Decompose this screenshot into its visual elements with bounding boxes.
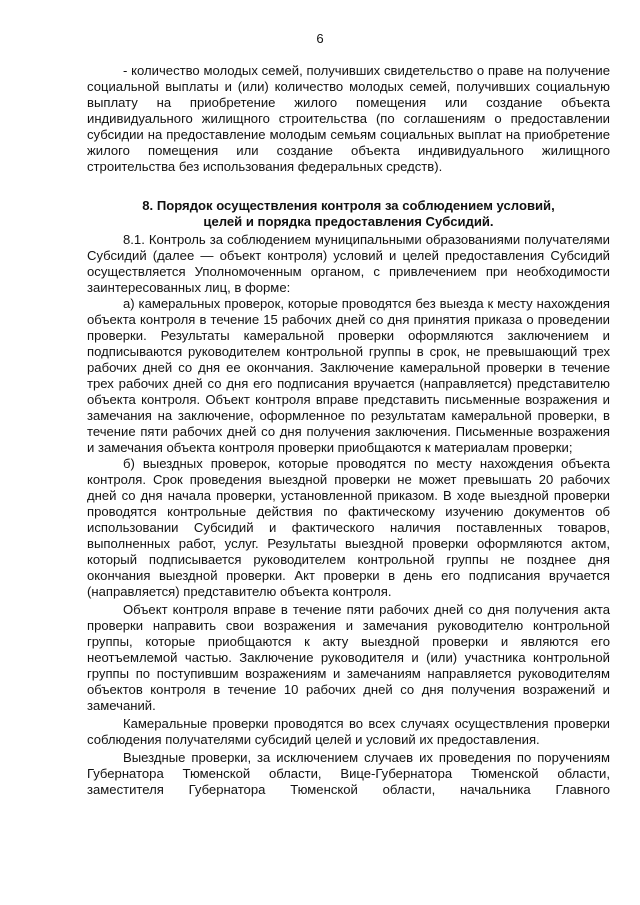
- document-body: [87, 63, 610, 798]
- paragraph-a: а) камеральных проверок, которые проводятся без выезда к месту нахождения объекта контроля в течение 15 рабочих дней со дня принятия приказа о проведении проверки. Результаты камеральной проверки оформляются заключением и подписываются руководителем контрольной группы в срок, не превышающий трех рабочих дней со дня ее окончания. Заключение камеральной проверки в течение трех рабочих дней со дня его подписания вручается (направляется) представителю объекта контроля. Объект контроля вправе представить письменные возражения и замечания на заключение, оформленное по результатам камеральной проверки, в течение пяти рабочих дней со дня получения заключения. Письменные возражения и замечания объекта контроля проверки приобщаются к материалам проверки;: [87, 296, 610, 455]
- section-heading-line-1: 8. Порядок осуществления контроля за соблюдением условий,: [142, 198, 555, 213]
- paragraph-b: б) выездных проверок, которые проводятся по месту нахождения объекта контроля. Срок проведения выездной проверки не может превышать 20 рабочих дней со дня начала проверки, установленной приказом. В ходе выездной проверки проводятся контрольные действия по фактическому изучению документов об использовании Субсидий и фактического наличия поставленных товаров, выполненных работ, услуг. Результаты выездной проверки оформляются актом, который подписывается руководителем контрольной группы не позднее дня окончания выездной проверки. Акт проверки в день его подписания вручается (направляется) представителю объекта контроля.: [87, 456, 610, 599]
- paragraph-objection: Объект контроля вправе в течение пяти рабочих дней со дня получения акта проверки направить свои возражения и замечания руководителю контрольной группы, которые приобщаются к акту выездной проверки и являются его неотъемлемой частью. Заключение руководителя и (или) участника контрольной группы по поступившим возражениям и замечаниям направляется руководителям объектов контроля в течение 10 рабочих дней со дня получения возражений и замечаний.: [87, 602, 610, 713]
- paragraph-desk-audit: Камеральные проверки проводятся во всех случаях осуществления проверки соблюдения получателями субсидий целей и условий их предоставления.: [87, 716, 610, 747]
- page-number: 6: [316, 31, 324, 46]
- paragraph-field-audit: Выездные проверки, за исключением случаев их проведения по поручениям Губернатора Тюменской области, Вице-Губернатора Тюменской области, заместителя Губернатора Тюменской области, начальника Главного: [87, 750, 610, 797]
- paragraph-8-1: 8.1. Контроль за соблюдением муниципальными образованиями получателями Субсидий (далее — объект контроля) условий и целей предоставления Субсидий осуществляется Уполномоченным органом, с привлечением при необходимости заинтересованных лиц, в форме:: [87, 232, 610, 295]
- paragraph-continuation: - количество молодых семей, получивших свидетельство о праве на получение социальной выплаты и (или) количество молодых семей, получивших социальную выплату на приобретение жилого помещения или создание объекта индивидуального жилищного строительства (по соглашениям о предоставлении субсидии на предоставление молодым семьям социальных выплат на приобретение жилого помещения или создание объекта индивидуального жилищного строительства без использования федеральных средств).: [87, 63, 610, 174]
- section-heading: [87, 198, 610, 230]
- section-heading-line-2: целей и порядка предоставления Субсидий.: [203, 214, 494, 229]
